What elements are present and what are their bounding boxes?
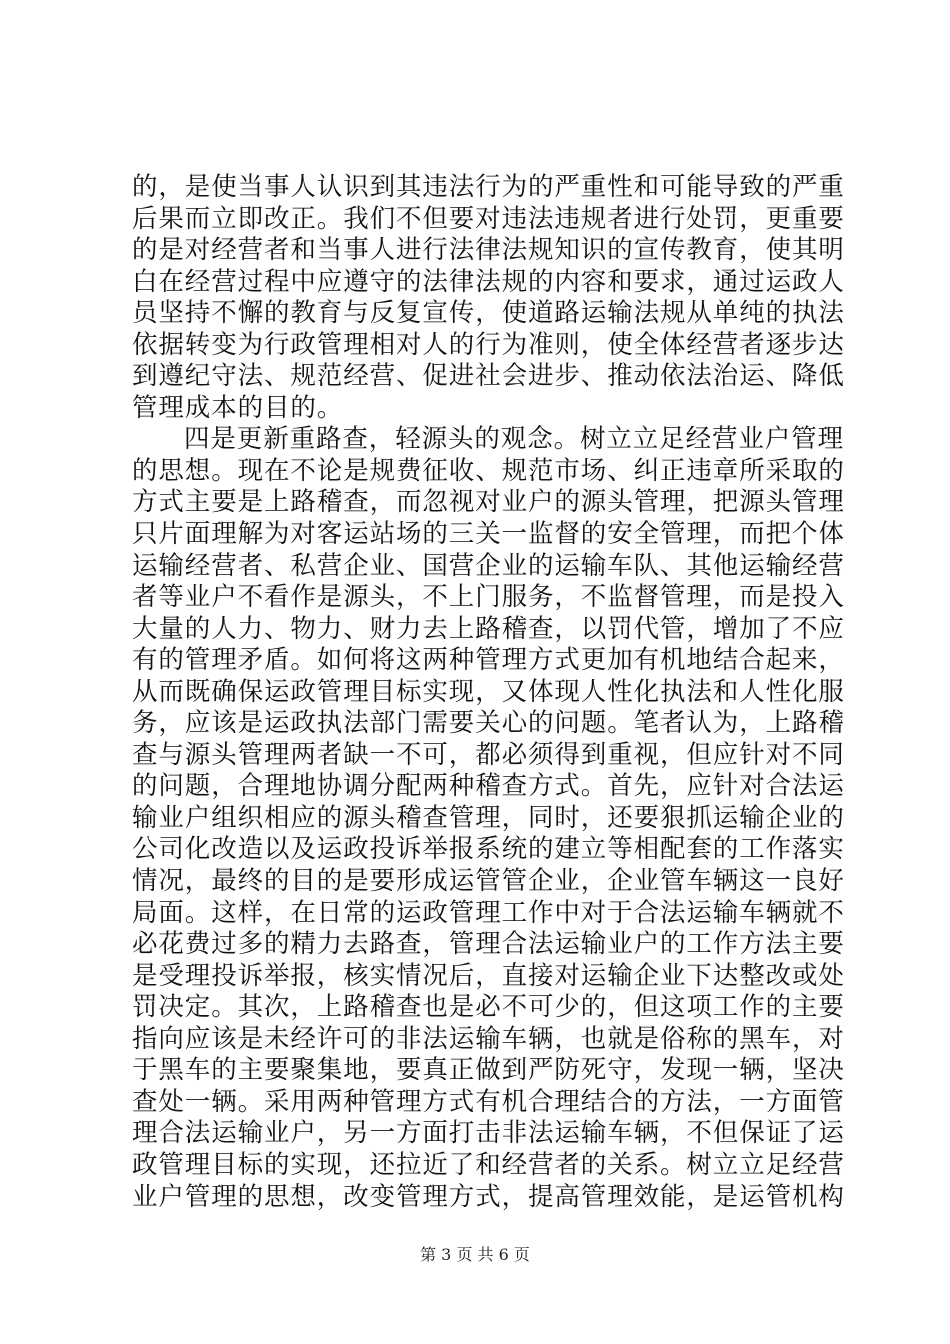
- text-line: 务，应该是运政执法部门需要关心的问题。笔者认为，上路稽: [132, 708, 845, 739]
- text-line: 情况，最终的目的是要形成运管管企业，企业管车辆这一良好: [132, 866, 845, 897]
- text-line: 输业户组织相应的源头稽查管理，同时，还要狠抓运输企业的: [132, 802, 845, 833]
- text-line: 是受理投诉举报，核实情况后，直接对运输企业下达整改或处: [132, 960, 845, 991]
- page-number-label: 第 3 页 共 6 页: [420, 1245, 530, 1264]
- text-line: 方式主要是上路稽查，而忽视对业户的源头管理，把源头管理: [132, 487, 845, 518]
- text-line: 罚决定。其次，上路稽查也是必不可少的，但这项工作的主要: [132, 992, 845, 1023]
- paragraph-start-line: 四是更新重路查，轻源头的观念。树立立足经营业户管理: [184, 424, 845, 455]
- text-line: 的，是使当事人认识到其违法行为的严重性和可能导致的严重: [132, 172, 845, 202]
- text-line: 查处一辆。采用两种管理方式有机合理结合的方法，一方面管: [132, 1086, 845, 1117]
- page-footer: [0, 1245, 950, 1265]
- text-line: 有的管理矛盾。如何将这两种管理方式更加有机地结合起来，: [132, 645, 845, 676]
- text-line: 到遵纪守法、规范经营、促进社会进步、推动依法治运、降低: [132, 361, 845, 392]
- body-text: [132, 172, 845, 1213]
- text-line: 管理成本的目的。: [132, 392, 344, 423]
- text-line: 只片面理解为对客运站场的三关一监督的安全管理，而把个体: [132, 519, 845, 550]
- text-line: 公司化改造以及运政投诉举报系统的建立等相配套的工作落实: [132, 834, 845, 865]
- text-line: 的是对经营者和当事人进行法律法规知识的宣传教育，使其明: [132, 235, 845, 266]
- text-line: 指向应该是未经许可的非法运输车辆，也就是俗称的黑车，对: [132, 1023, 845, 1054]
- text-line: 后果而立即改正。我们不但要对违法违规者进行处罚，更重要: [132, 203, 845, 234]
- text-line: 者等业户不看作是源头，不上门服务，不监督管理，而是投入: [132, 582, 845, 613]
- text-line: 于黑车的主要聚集地，要真正做到严防死守，发现一辆，坚决: [132, 1055, 845, 1086]
- text-line: 必花费过多的精力去路查，管理合法运输业户的工作方法主要: [132, 929, 845, 960]
- text-line: 依据转变为行政管理相对人的行为准则，使全体经营者逐步达: [132, 329, 845, 360]
- text-line: 局面。这样，在日常的运政管理工作中对于合法运输车辆就不: [132, 897, 845, 928]
- text-line: 员坚持不懈的教育与反复宣传，使道路运输法规从单纯的执法: [132, 298, 845, 329]
- text-line: 白在经营过程中应遵守的法律法规的内容和要求，通过运政人: [132, 266, 845, 297]
- text-line: 运输经营者、私营企业、国营企业的运输车队、其他运输经营: [132, 550, 845, 581]
- text-line: 政管理目标的实现，还拉近了和经营者的关系。树立立足经营: [132, 1149, 845, 1180]
- text-line: 从而既确保运政管理目标实现，又体现人性化执法和人性化服: [132, 676, 845, 707]
- text-line: 的思想。现在不论是规费征收、规范市场、纠正违章所采取的: [132, 455, 845, 486]
- text-line: 查与源头管理两者缺一不可，都必须得到重视，但应针对不同: [132, 739, 845, 770]
- text-line: 大量的人力、物力、财力去上路稽查，以罚代管，增加了不应: [132, 613, 845, 644]
- text-line: 业户管理的思想，改变管理方式，提高管理效能，是运管机构: [132, 1181, 845, 1212]
- text-line: 的问题，合理地协调分配两种稽查方式。首先，应针对合法运: [132, 771, 845, 802]
- text-line: 理合法运输业户，另一方面打击非法运输车辆，不但保证了运: [132, 1118, 845, 1149]
